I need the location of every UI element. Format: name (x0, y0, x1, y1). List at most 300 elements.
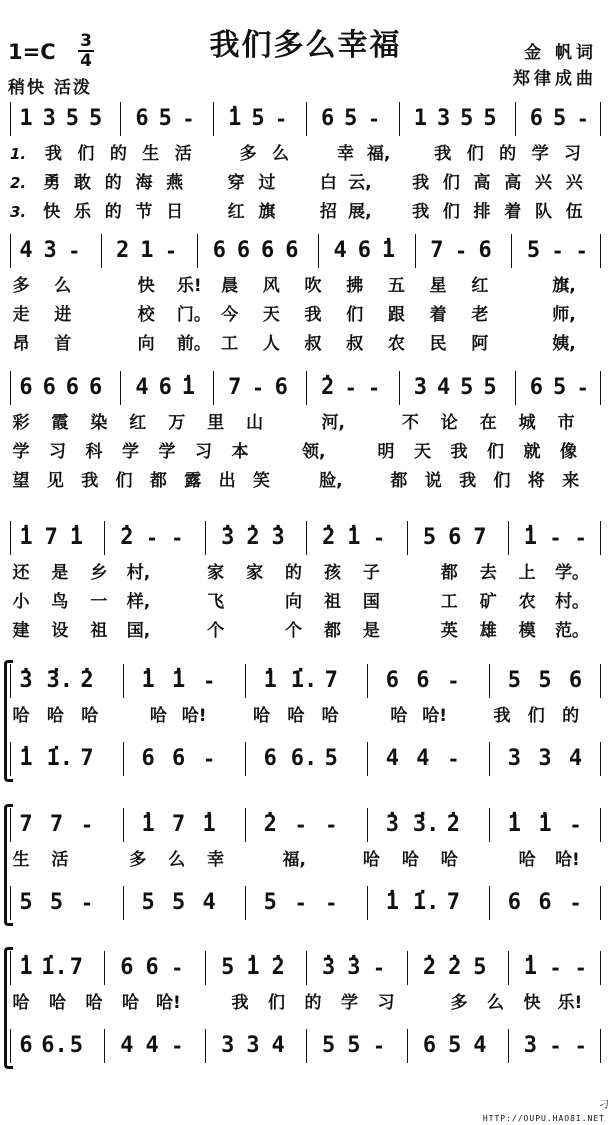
note: · 1 (199, 812, 219, 838)
lyric-syllable: 农 (387, 334, 405, 354)
note: 7 (172, 812, 186, 837)
lyric-syllable: 我 (81, 471, 99, 491)
lyric-syllable: 个 (285, 621, 303, 641)
note: · 3 (268, 525, 288, 551)
note: 6 (529, 375, 544, 400)
composer-credit: 郑律成曲 (513, 69, 597, 89)
bar-line (515, 371, 516, 405)
note: 6 (172, 746, 186, 771)
lyric-syllable: 星 (429, 276, 447, 296)
note: · 3 (382, 812, 402, 838)
bar-line (104, 521, 105, 555)
lyric-syllable: 哈 (81, 706, 99, 726)
lyric-syllable: 哈 (401, 850, 419, 870)
lyric-syllable: 人 (262, 334, 280, 354)
note: - (203, 747, 216, 771)
lyric-syllable: 们 (268, 993, 285, 1013)
bar-line (10, 102, 11, 136)
note: · 1 (520, 525, 540, 551)
bar-line (10, 371, 11, 405)
bar-line (10, 234, 11, 268)
lyric-syllable: 哈 (287, 706, 305, 726)
bar-line (415, 234, 416, 268)
lyric-syllable: 我 (304, 305, 322, 325)
time-signature-bottom: 4 (80, 51, 92, 71)
lyric-syllable: 哈! (181, 706, 207, 726)
note: · 1 (225, 106, 245, 132)
note: 5 (552, 106, 567, 131)
lyric-syllable: 哈! (422, 706, 447, 726)
note: 6 (422, 1033, 437, 1058)
note: - (344, 376, 357, 400)
note: 7 (19, 812, 33, 837)
bar-line (318, 234, 319, 268)
lyric-syllable: 学 (531, 144, 549, 164)
note: · 1 (16, 746, 36, 772)
lyric-syllable: 的 (109, 144, 127, 164)
note: - (325, 891, 338, 915)
lyric-syllable: 不 (401, 413, 419, 433)
lyric-syllable: 是 (362, 621, 380, 641)
lyric-syllable: 五 (387, 276, 405, 296)
note: · 1 (344, 525, 364, 551)
note: 5 (158, 106, 172, 131)
lyric-syllable: 村。 (555, 592, 590, 612)
note: - (574, 1034, 587, 1058)
lyric-syllable: 展, (348, 202, 372, 222)
lyric-syllable: 前。 (176, 334, 211, 354)
lyric-syllable: 快 (43, 202, 61, 222)
lyric-syllable: 进 (54, 305, 72, 325)
bar-line (367, 808, 368, 842)
note: · 1 (66, 525, 86, 551)
lyric-syllable: 哈 (12, 706, 30, 726)
lyric-syllable: 学 (12, 442, 30, 462)
note: 6 (88, 375, 103, 400)
lyric-syllable: 海 (135, 173, 153, 193)
lyric-syllable: 向 (137, 334, 155, 354)
note: 3 (43, 238, 57, 263)
note: 4 (19, 238, 33, 263)
note: 5 (221, 955, 235, 980)
bar-line (515, 102, 516, 136)
note: 7 (430, 238, 444, 263)
note: · 3 (344, 955, 364, 981)
note: 1 (413, 106, 428, 131)
lyric-syllable: 活 (51, 850, 69, 870)
note: - (367, 376, 381, 400)
note: 5 (526, 238, 541, 263)
lyric-syllable: 向 (285, 592, 303, 612)
lyric-syllable: 们 (346, 305, 364, 325)
note: 4 (202, 890, 216, 915)
lyric-syllable: 孩 (323, 563, 341, 583)
note: 5 (460, 106, 474, 131)
note: 5 (460, 375, 474, 400)
note: · 1 (243, 955, 263, 981)
bar-line (600, 102, 601, 136)
note: 5 (344, 106, 358, 131)
lyric-syllable: 市 (557, 413, 575, 433)
lyric-syllable: 雄 (479, 621, 497, 641)
note: 7 (80, 746, 94, 771)
lyric-syllable: 望 (12, 471, 30, 491)
lyrics-verse-row (0, 200, 611, 224)
verse-number: 1. (10, 145, 27, 163)
lyric-syllable: 姨, (552, 334, 576, 354)
upper-part-notes (0, 668, 611, 694)
note: 5 (49, 890, 64, 915)
note: 4 (473, 1033, 487, 1058)
lyric-syllable: 去 (479, 563, 497, 583)
bar-line (600, 742, 601, 776)
note: - (454, 239, 468, 263)
note: - (251, 376, 265, 400)
note: 6. (41, 1033, 68, 1058)
lyric-syllable: 的 (562, 706, 580, 726)
lyric-syllable: 哈! (156, 993, 181, 1013)
lyric-syllable: 乐! (557, 993, 583, 1013)
note: 5 (324, 746, 338, 771)
chorus-lyrics-row (0, 991, 611, 1015)
note: - (549, 1034, 562, 1058)
bar-line (407, 951, 408, 985)
bar-line (367, 886, 368, 920)
note: · 3 (16, 668, 36, 694)
note: · 2 (319, 525, 339, 551)
lyric-syllable: 就 (523, 442, 541, 462)
lyric-syllable: 晨 (221, 276, 239, 296)
note: 6 (212, 238, 226, 263)
lyric-syllable: 模 (518, 621, 536, 641)
lyric-syllable: 祖 (323, 592, 341, 612)
lyric-syllable: 本 (231, 442, 249, 462)
note: · 2 (268, 955, 288, 981)
bar-line (600, 1029, 601, 1063)
note: 6 (274, 375, 288, 400)
note: - (569, 891, 582, 915)
note: 5 (552, 375, 567, 400)
note: 7 (473, 525, 487, 550)
notes-row (0, 238, 611, 264)
lyrics-verse-row (0, 619, 611, 643)
note: - (574, 956, 587, 980)
note: 7 (324, 668, 338, 693)
lyric-syllable: 小 (12, 592, 30, 612)
lyric-syllable: 哈 (390, 706, 408, 726)
note: 6. (290, 746, 318, 771)
lyric-syllable: 论 (440, 413, 458, 433)
bar-line (205, 521, 206, 555)
lyric-syllable: 子 (362, 563, 380, 583)
note: · 3. (413, 812, 433, 838)
lyric-syllable: 出 (218, 471, 236, 491)
note: - (164, 239, 178, 263)
note: · 2 (419, 955, 439, 981)
lyric-syllable: 昂 (12, 334, 30, 354)
lyric-syllable: 门。 (176, 305, 211, 325)
lyric-syllable: 校 (137, 305, 155, 325)
bar-line (213, 371, 214, 405)
note: 6 (141, 746, 155, 771)
lyric-syllable: 像 (560, 442, 577, 462)
website-watermark: HTTP://OUPU.HAO8I.NET (482, 1114, 605, 1123)
lyric-syllable: 学 (158, 442, 176, 462)
lyric-syllable: 的 (499, 144, 517, 164)
bar-line (245, 742, 246, 776)
lyric-syllable: 都 (440, 563, 458, 583)
note: 4 (120, 1033, 134, 1058)
lyric-syllable: 哈 (321, 706, 339, 726)
note: 7 (228, 375, 242, 400)
note: · 1 (138, 668, 158, 694)
note: 2 (116, 238, 130, 263)
lyrics-verse-row (0, 332, 611, 356)
note: - (146, 526, 159, 550)
bar-line (600, 371, 601, 405)
lyric-syllable: 城 (518, 413, 536, 433)
lyric-syllable: 家 (246, 563, 264, 583)
lower-part-notes (0, 746, 611, 772)
bar-line (104, 1029, 105, 1063)
lyrics-verse-row (0, 171, 611, 195)
note: · 1 (169, 668, 189, 694)
bar-line (367, 664, 368, 698)
lyric-syllable: 队 (535, 202, 553, 222)
lyrics-verse-row (0, 469, 611, 493)
lyric-syllable: 我 (493, 706, 511, 726)
bar-line (205, 951, 206, 985)
note: 3 (436, 106, 451, 131)
note: · 1 (16, 955, 36, 981)
note: 6 (529, 106, 544, 131)
lyric-syllable: 的 (104, 202, 122, 222)
bar-line (245, 886, 246, 920)
lyrics-verse-row (0, 440, 611, 464)
note: - (68, 239, 81, 263)
lyric-syllable: 活 (174, 144, 192, 164)
lyric-syllable: 红 (227, 202, 245, 222)
note: · 2 (77, 668, 97, 694)
lyric-syllable: 兴 (565, 173, 583, 193)
lyric-syllable: 工 (440, 592, 458, 612)
lyric-syllable: 的 (285, 563, 303, 583)
lyrics-verse-row (0, 274, 611, 298)
note: · 2 (243, 525, 263, 551)
note: 6 (263, 746, 277, 771)
lyric-syllable: 哈 (149, 706, 167, 726)
lyric-syllable: 我 (459, 471, 477, 491)
lyric-syllable: 哈 (85, 993, 103, 1013)
lyric-syllable: 我 (412, 173, 430, 193)
lyric-syllable: 山 (246, 413, 264, 433)
bar-line (10, 808, 11, 842)
lyric-syllable: 国 (362, 592, 380, 612)
lyric-syllable: 福, (282, 850, 306, 870)
lyric-syllable: 民 (429, 334, 447, 354)
lyric-syllable: 鸟 (51, 592, 69, 612)
lyric-syllable: 村, (126, 563, 151, 583)
note: 3 (413, 375, 428, 400)
lyric-syllable: 国, (126, 621, 151, 641)
note: - (203, 669, 216, 693)
lyric-syllable: 露 (184, 471, 202, 491)
bar-line (600, 886, 601, 920)
lyric-syllable: 习 (564, 144, 582, 164)
note: 5 (251, 106, 265, 131)
bar-line (489, 742, 490, 776)
lyric-syllable: 范。 (555, 621, 590, 641)
lyric-syllable: 生 (142, 144, 160, 164)
note: 3 (507, 746, 522, 771)
lyric-syllable: 习 (49, 442, 66, 462)
note: - (576, 107, 589, 131)
note: 5 (69, 1033, 84, 1058)
note: 6 (507, 890, 522, 915)
note: 5 (172, 890, 186, 915)
note: · 1. (413, 890, 433, 916)
lyric-syllable: 招 (319, 202, 337, 222)
lyric-syllable: 的 (104, 173, 122, 193)
lyric-syllable: 今 (221, 305, 239, 325)
bar-line (123, 886, 124, 920)
lyric-syllable: 我 (450, 442, 468, 462)
bar-line (10, 951, 11, 985)
note: 5 (65, 106, 80, 131)
bar-line (489, 664, 490, 698)
lyric-syllable: 哈 (252, 706, 270, 726)
lyric-syllable: 们 (77, 144, 95, 164)
bar-line (120, 371, 121, 405)
note: 5 (538, 668, 552, 693)
lyric-syllable: 都 (149, 471, 167, 491)
note: · 1. (41, 955, 61, 981)
lyric-syllable: 学。 (555, 563, 590, 583)
note: - (549, 526, 562, 550)
note: 4 (135, 375, 149, 400)
note: · 2 (117, 525, 137, 551)
note: - (367, 107, 381, 131)
lyric-syllable: 幸 (207, 850, 225, 870)
note: 5 (88, 106, 103, 131)
bar-line (600, 664, 601, 698)
lyric-syllable: 飞 (207, 592, 225, 612)
bar-line (367, 742, 368, 776)
note: 5 (473, 955, 487, 980)
lyric-syllable: 科 (85, 442, 103, 462)
note: - (373, 526, 386, 550)
lyric-syllable: 说 (424, 471, 442, 491)
note: · 1 (260, 668, 280, 694)
lyric-syllable: 云, (348, 173, 372, 193)
note: · 1 (382, 890, 402, 916)
lyric-syllable: 生 (12, 850, 30, 870)
note: - (551, 239, 564, 263)
note: - (294, 813, 307, 837)
song-title: 我们多么幸福 (209, 28, 402, 63)
time-signature (78, 32, 94, 70)
note: 7 (69, 955, 84, 980)
time-signature-top: 3 (80, 31, 92, 51)
note: - (81, 891, 94, 915)
lyric-syllable: 个 (207, 621, 225, 641)
lyric-syllable: 穿 (227, 173, 245, 193)
lyric-syllable: 跟 (387, 305, 405, 325)
lyric-syllable: 风 (262, 276, 280, 296)
lyrics-verse-row (0, 303, 611, 327)
note: · 1 (504, 812, 524, 838)
lyric-syllable: 乐 (73, 202, 91, 222)
bar-line (104, 951, 105, 985)
lyric-syllable: 领, (302, 442, 326, 462)
bar-line (10, 886, 11, 920)
bar-line (600, 951, 601, 985)
note: 6 (236, 238, 251, 263)
note: 3 (538, 746, 552, 771)
note: 1 (19, 106, 33, 131)
lyric-syllable: 明 (377, 442, 395, 462)
lyric-syllable: 在 (479, 413, 497, 433)
note: - (373, 956, 386, 980)
bar-line (306, 102, 307, 136)
lyric-syllable: 日 (166, 202, 184, 222)
lyric-syllable: 我 (412, 202, 430, 222)
note: 7 (49, 812, 64, 837)
note: 6 (568, 668, 583, 693)
note: 6 (385, 668, 399, 693)
note: · 1 (16, 525, 36, 551)
note: · 3. (47, 668, 67, 694)
lyric-syllable: 着 (504, 202, 522, 222)
lyric-syllable: 哈 (49, 993, 66, 1013)
note: 3 (42, 106, 56, 131)
note: - (182, 107, 195, 131)
note: - (447, 747, 460, 771)
bar-line (10, 664, 11, 698)
note: - (81, 813, 94, 837)
bar-line (101, 234, 102, 268)
upper-part-notes (0, 955, 611, 981)
bar-line (10, 1029, 11, 1063)
lyric-syllable: 习 (377, 993, 395, 1013)
lyric-syllable: 们 (493, 471, 511, 491)
lyric-syllable: 旗 (258, 202, 276, 222)
lyric-syllable: 天 (414, 442, 431, 462)
lyric-syllable: 哈 (122, 993, 139, 1013)
bar-line (213, 102, 214, 136)
bar-line (123, 664, 124, 698)
lyric-syllable: 来 (562, 471, 580, 491)
note: 5 (422, 525, 437, 550)
bar-line (489, 808, 490, 842)
note: 5 (141, 890, 155, 915)
lyric-syllable: 哈 (46, 706, 64, 726)
lyric-syllable: 我 (434, 144, 452, 164)
lyric-syllable: 走 (12, 305, 30, 325)
lyric-syllable: 哈 (440, 850, 458, 870)
lyric-syllable: 排 (473, 202, 491, 222)
note: - (171, 1034, 184, 1058)
lyric-syllable: 万 (168, 413, 186, 433)
note: 6 (320, 106, 335, 131)
note: 6 (120, 955, 134, 980)
note: 1 (140, 238, 154, 263)
lower-part-notes (0, 1033, 611, 1059)
bar-line (197, 234, 198, 268)
note: 6 (357, 238, 371, 263)
bar-line (508, 951, 509, 985)
bar-line (10, 521, 11, 555)
